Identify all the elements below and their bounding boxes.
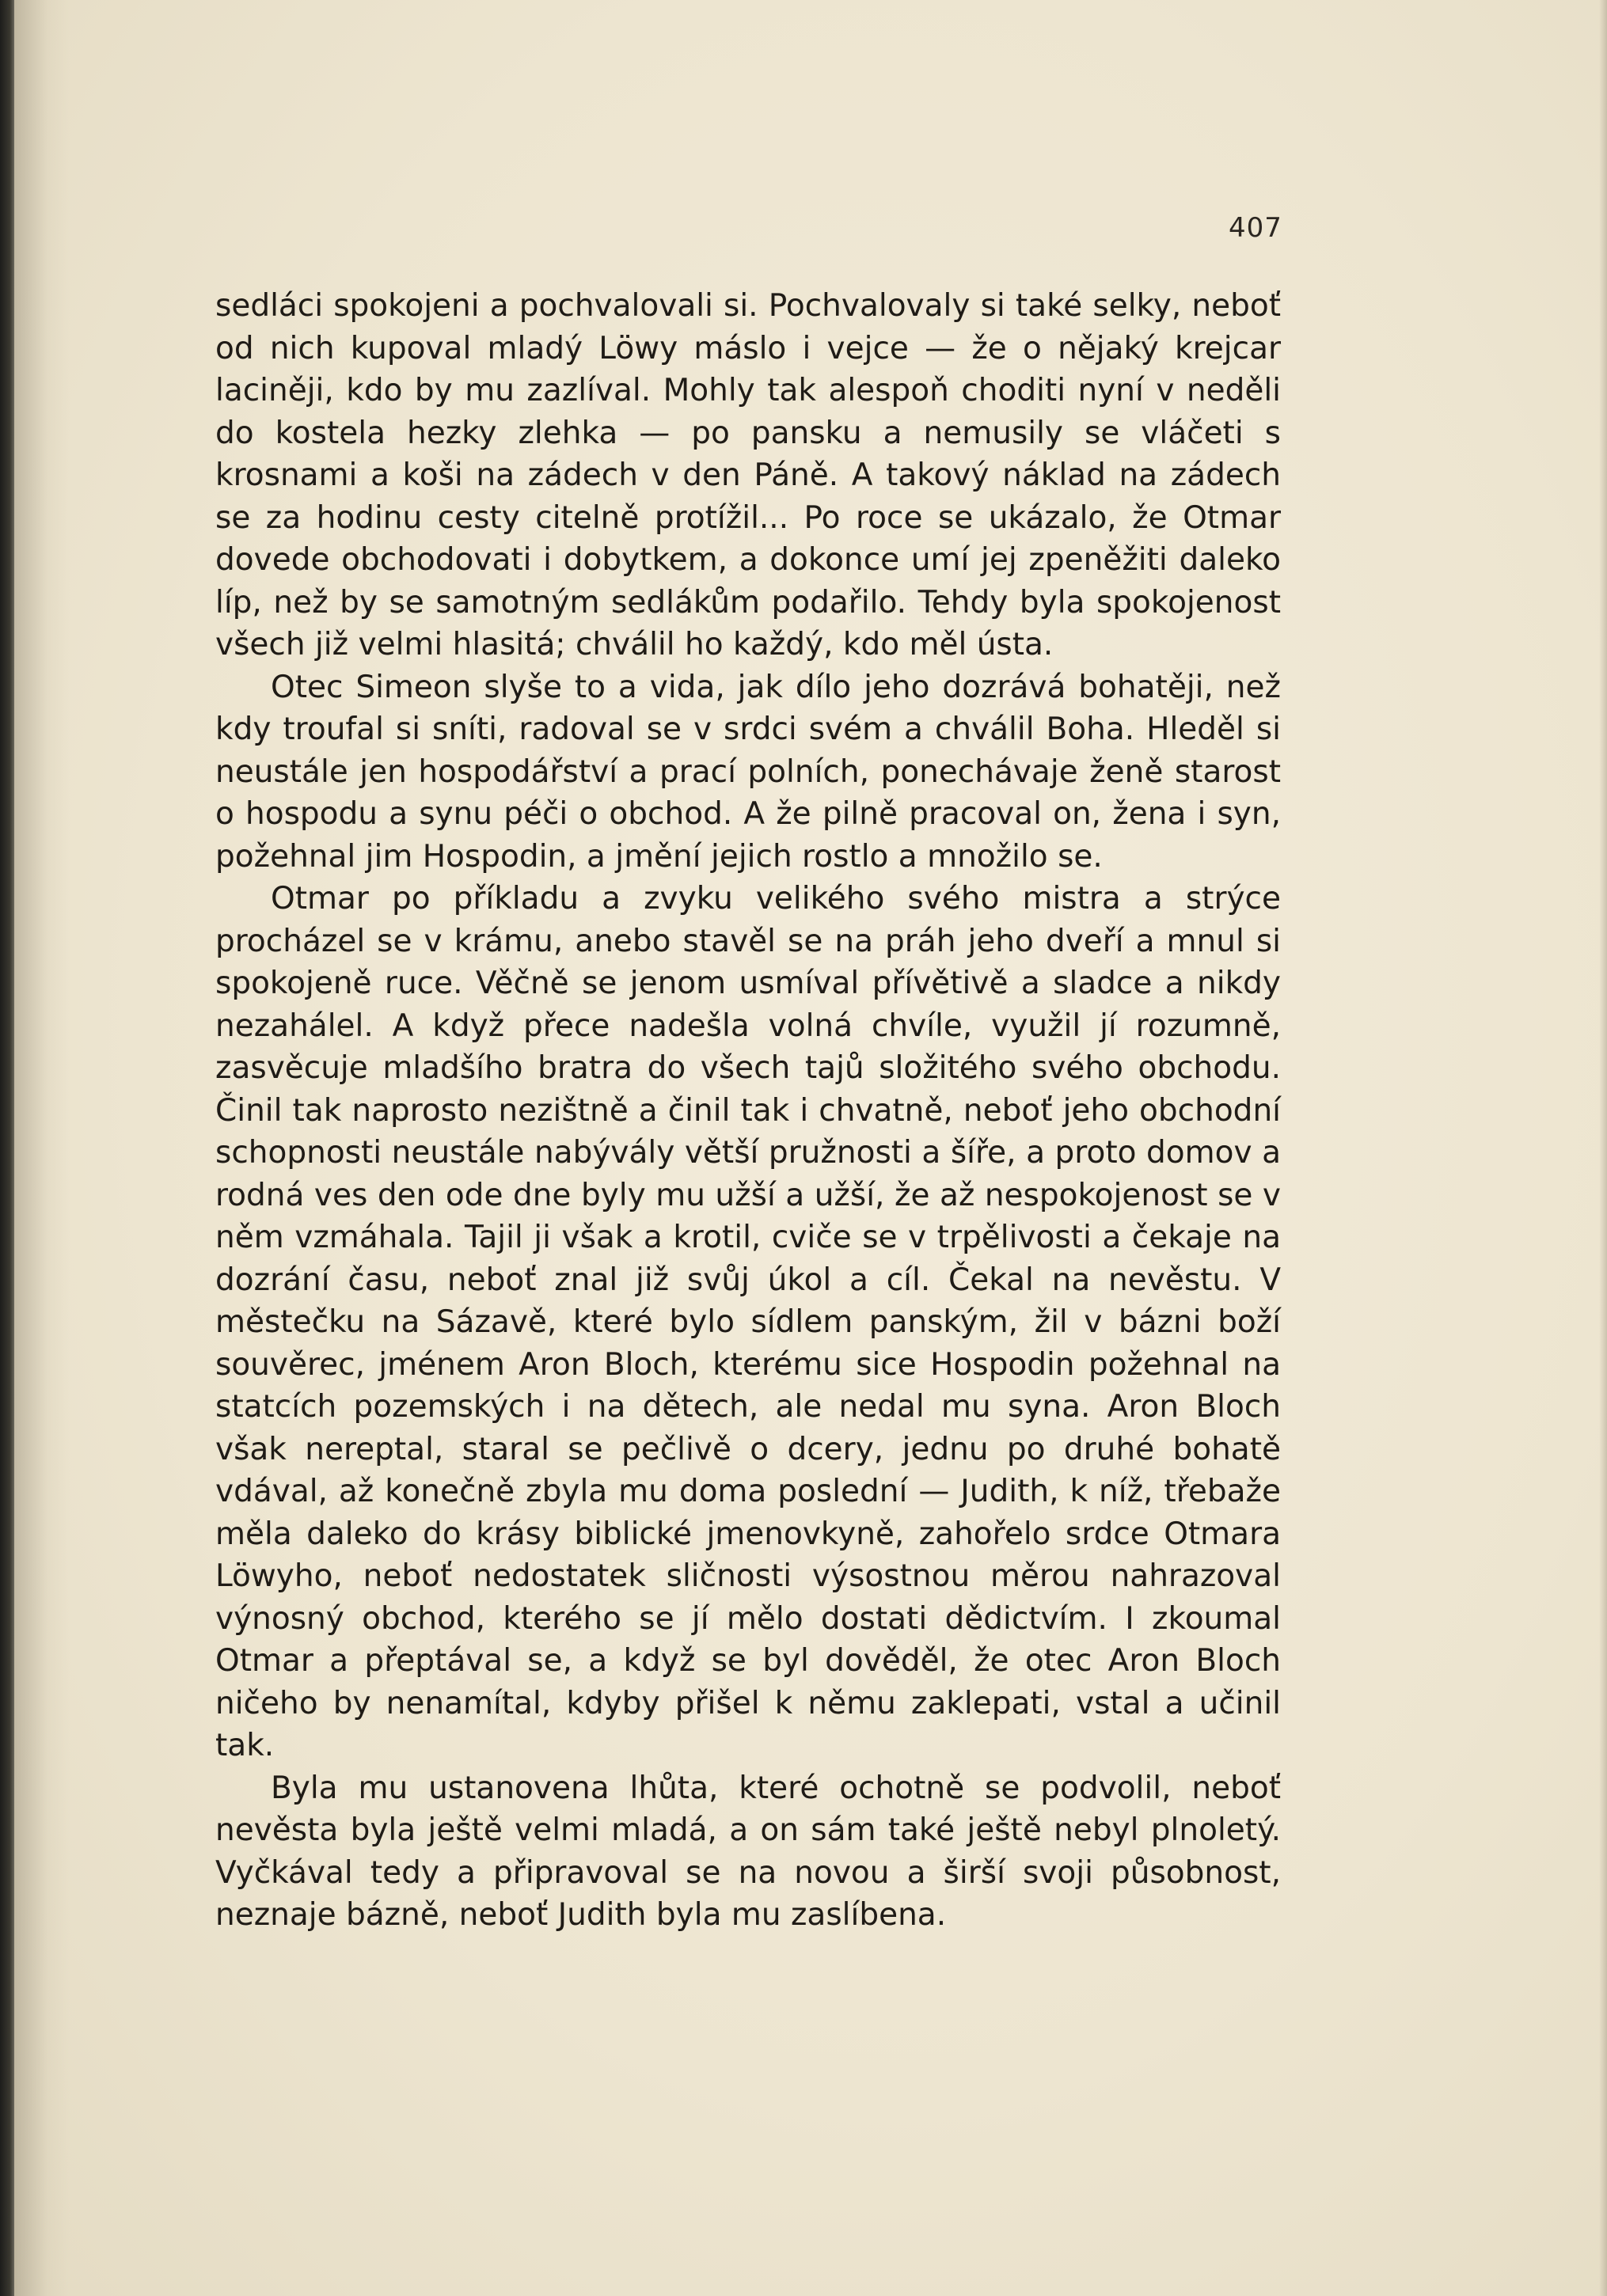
book-spine-shadow bbox=[0, 0, 14, 2296]
paragraph: sedláci spokojeni a pochvalovali si. Pochvalovaly si také selky, neboť od nich kupoval mladý Löwy máslo i vejce — že o nějaký krejcar laciněji, kdo by mu zazlíval. Mohly tak alespoň choditi nyní v neděli do kostela hezky zlehka — po pansku a nemusily se vláčeti s krosnami a koši na zádech v den Páně. A takový náklad na zádech se za hodinu cesty citelně protížil... Po roce se ukázalo, že Otmar dovede obchodovati i dobytkem, a dokonce umí jej zpeněžiti daleko líp, než by se samotným sedlákům podařilo. Tehdy byla spokojenost všech již velmi hlasitá; chválil ho každý, kdo měl ústa. bbox=[215, 288, 1281, 662]
page-edge bbox=[1599, 0, 1607, 2296]
paragraph: Otec Simeon slyše to a vida, jak dílo jeho dozrává bohatěji, než kdy troufal si sníti, radoval se v srdci svém a chválil Boha. Hleděl si neustále jen hospodářství a prací polních, ponechávaje ženě starost o hospodu a synu péči o obchod. A že pilně pracoval on, žena i syn, požehnal jim Hospodin, a jmění jejich rostlo a množilo se. bbox=[215, 669, 1281, 875]
paragraph: Byla mu ustanovena lhůta, které ochotně se podvolil, neboť nevěsta byla ještě velmi mladá, a on sám také ještě nebyl plnoletý. Vyčkával tedy a připravoval se na novou a širší svoji působnost, neznaje bázně, neboť Judith byla mu zaslíbena. bbox=[215, 1770, 1281, 1933]
paragraph: Otmar po příkladu a zvyku velikého svého mistra a strýce procházel se v krámu, anebo stavěl se na práh jeho dveří a mnul si spokojeně ruce. Věčně se jenom usmíval přívětivě a sladce a nikdy nezahálel. A když přece nadešla volná chvíle, využil jí rozumně, zasvěcuje mladšího bratra do všech tajů složitého svého obchodu. Činil tak naprosto nezištně a činil tak i chvatně, neboť jeho obchodní schopnosti neustále nabývály větší pružnosti a šíře, a proto domov a rodná ves den ode dne byly mu užší a užší, že až nespokojenost se v něm vzmáhala. Tajil ji však a krotil, cviče se v trpělivosti a čekaje na dozrání času, neboť znal již svůj úkol a cíl. Čekal na nevěstu. V městečku na Sázavě, které bylo sídlem panským, žil v bázni boží souvěrec, jménem Aron Bloch, kterému sice Hospodin požehnal na statcích pozemských i na dětech, ale nedal mu syna. Aron Bloch však nereptal, staral se pečlivě o dcery, jednu po druhé bohatě vdával, až konečně zbyla mu doma poslední — Judith, k níž, třebaže měla daleko do krásy biblické jmenovkyně, zahořelo srdce Otmara Löwyho, neboť nedostatek sličnosti výsostnou měrou nahrazoval výnosný obchod, kterého se jí mělo dostati dědictvím. I zkoumal Otmar a přeptával se, a když se byl dověděl, že otec Aron Bloch ničeho by nenamítal, kdyby přišel k němu zaklepati, vstal a učinil tak. bbox=[215, 881, 1281, 1763]
body-text bbox=[215, 285, 1281, 1937]
gutter-shadow bbox=[14, 0, 70, 2296]
page-number: 407 bbox=[1229, 212, 1282, 244]
